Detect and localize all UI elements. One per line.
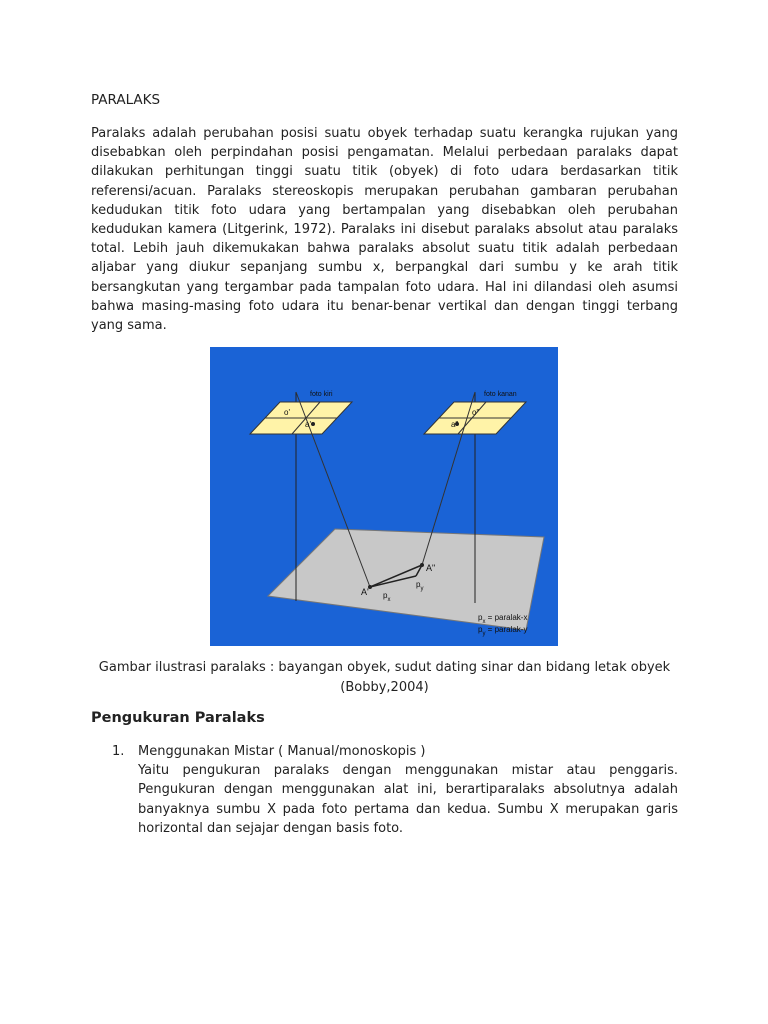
figure-caption: Gambar ilustrasi paralaks : bayangan obyek, sudut dating sinar dan bidang letak obyek (Bobby,2004) (98, 660, 671, 695)
list-item-title: Menggunakan Mistar ( Manual/monoskopis ) (138, 744, 426, 759)
legend-py: $p_y$ = paralak-y (478, 625, 528, 637)
list-item-number: 1. (112, 744, 125, 759)
label-a-left: a' (305, 420, 311, 429)
parallax-diagram (210, 347, 558, 646)
left-photo-label: foto kiri (310, 391, 333, 398)
list-item (91, 742, 678, 838)
measurement-list (91, 742, 678, 838)
label-A-left: A' (361, 587, 369, 597)
point-A-right (420, 563, 424, 567)
point-a-left (311, 422, 315, 426)
label-o-left: o' (284, 408, 290, 417)
right-photo-label: foto kanan (484, 391, 517, 398)
intro-paragraph: Paralaks adalah perubahan posisi suatu obyek terhadap suatu kerangka rujukan yang disebabkan oleh perpindahan posisi pengamatan. Melalui perbedaan paralaks dapat dilakukan perhitungan tinggi suatu titik (obyek) di foto udara berdasarkan titik referensi/acuan. Paralaks stereoskopis merupakan perubahan gambaran perubahan kedudukan titik foto udara yang bertampalan yang disebabkan oleh perubahan kedudukan kamera (Litgerink, 1972). Paralaks ini disebut paralaks absolut atau paralaks total. Lebih jauh dikemukakan bahwa paralaks absolut suatu titik adalah perbedaan aljabar yang diukur sepanjang sumbu x, berpangkal dari sumbu y ke arah titik bersangkutan yang tergambar pada tampalan foto udara. Hal ini dilandasi oleh asumsi bahwa masing-masing foto udara itu benar-benar vertikal dan dengan tinggi terbang yang sama. (91, 126, 678, 334)
document-heading: PARALAKS (91, 92, 161, 108)
label-o-right: o" (472, 408, 480, 417)
list-item-body: Yaitu pengukuran paralaks dengan menggunakan mistar atau penggaris. Pengukuran dengan menggunakan alat ini, berartiparalaks absolutnya adalah banyaknya sumbu X pada foto pertama dan kedua. Sumbu X merupakan garis horizontal dan sejajar dengan basis foto. (138, 763, 678, 836)
label-py: $p_y$ (416, 580, 424, 592)
label-px: $p_x$ (383, 591, 391, 603)
section-title: Pengukuran Paralaks (91, 710, 265, 726)
legend-px: $p_x$ = paralak-x (478, 613, 528, 625)
label-a-right: a" (451, 420, 459, 429)
label-A-right: A" (426, 563, 436, 573)
parallax-illustration (210, 347, 558, 646)
